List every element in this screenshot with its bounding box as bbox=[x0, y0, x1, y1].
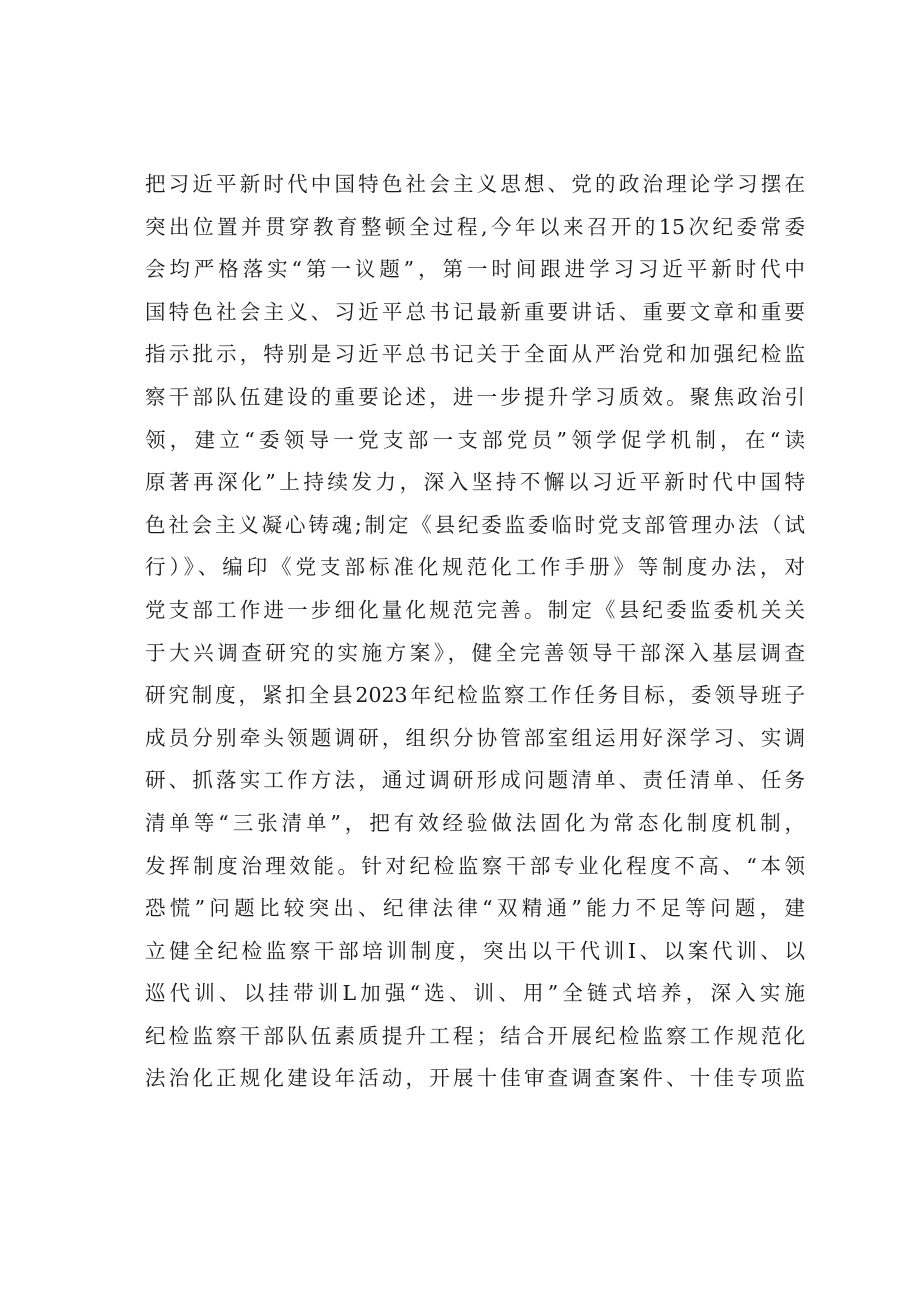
text-line: 研究制度，紧扣全县2023年纪检监察工作任务目标，委领导班子 bbox=[145, 683, 805, 708]
text-line: 法治化正规化建设年活动，开展十佳审查调查案件、十佳专项监 bbox=[145, 1066, 805, 1091]
text-line: 突出位置并贯穿教育整顿全过程,今年以来召开的15次纪委常委 bbox=[145, 214, 805, 239]
text-line: 发挥制度治理效能。针对纪检监察干部专业化程度不高、“本领 bbox=[145, 853, 805, 878]
text-line: 成员分别牵头领题调研，组织分协管部室组运用好深学习、实调 bbox=[145, 725, 805, 750]
text-line: 会均严格落实“第一议题”，第一时间跟进学习习近平新时代中 bbox=[145, 257, 805, 282]
text-line: 纪检监察干部队伍素质提升工程；结合开展纪检监察工作规范化 bbox=[145, 1023, 805, 1048]
text-line: 于大兴调查研究的实施方案》，健全完善领导干部深入基层调查 bbox=[145, 640, 805, 665]
text-line: 党支部工作进一步细化量化规范完善。制定《县纪委监委机关关 bbox=[145, 597, 805, 622]
text-line: 色社会主义凝心铸魂;制定《县纪委监委临时党支部管理办法（试 bbox=[145, 512, 805, 537]
text-line: 巡代训、以挂带训L加强“选、训、用”全链式培养，深入实施 bbox=[145, 981, 805, 1006]
text-line: 指示批示，特别是习近平总书记关于全面从严治党和加强纪检监 bbox=[145, 342, 805, 367]
text-line: 领，建立“委领导一党支部一支部党员”领学促学机制，在“读 bbox=[145, 427, 805, 452]
text-line: 清单等“三张清单”，把有效经验做法固化为常态化制度机制， bbox=[145, 810, 805, 835]
text-line: 察干部队伍建设的重要论述，进一步提升学习质效。聚焦政治引 bbox=[145, 384, 805, 409]
text-line: 研、抓落实工作方法，通过调研形成问题清单、责任清单、任务 bbox=[145, 768, 805, 793]
text-line: 把习近平新时代中国特色社会主义思想、党的政治理论学习摆在 bbox=[145, 172, 805, 196]
text-line: 立健全纪检监察干部培训制度，突出以干代训I、以案代训、以 bbox=[145, 938, 805, 963]
text-line: 行）》、编印《党支部标准化规范化工作手册》等制度办法，对 bbox=[145, 555, 805, 580]
text-line: 恐慌”问题比较突出、纪律法律“双精通”能力不足等问题，建 bbox=[145, 896, 805, 921]
body-paragraph bbox=[145, 163, 805, 1100]
text-line: 原著再深化”上持续发力，深入坚持不懈以习近平新时代中国特 bbox=[145, 470, 805, 495]
text-line: 国特色社会主义、习近平总书记最新重要讲话、重要文章和重要 bbox=[145, 299, 805, 324]
